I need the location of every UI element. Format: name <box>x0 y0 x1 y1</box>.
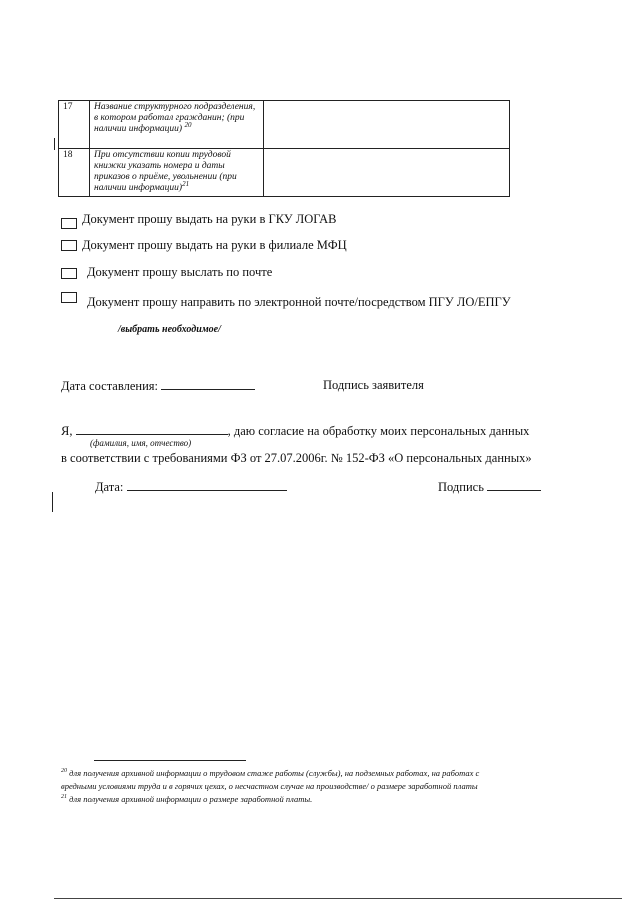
option-label: Документ прошу выслать по почте <box>87 265 273 279</box>
row-value-field[interactable] <box>264 101 510 149</box>
option-checkbox-email[interactable] <box>61 292 77 303</box>
footnote-20-cont: вредными условиями труда и в горячих цехах, о несчастном случае на производстве/ о размере заработной платы <box>61 781 478 791</box>
table-row <box>59 101 510 149</box>
consent-law-line: в соответствии с требованиями ФЗ от 27.07.2006г. № 152-ФЗ «О персональных данных» <box>61 451 532 465</box>
row-label <box>90 101 264 149</box>
consent-prefix: Я, <box>61 424 73 438</box>
applicant-signature-label: Подпись заявителя <box>323 378 424 392</box>
info-table <box>58 100 510 197</box>
consent-signature-field[interactable] <box>487 479 541 491</box>
margin-mark <box>52 492 53 512</box>
option-label: Документ прошу выдать на руки в филиале МФЦ <box>82 238 347 252</box>
page-bottom-edge <box>54 898 622 899</box>
option-label: Документ прошу направить по электронной почте/посредством ПГУ ЛО/ЕПГУ <box>87 295 511 309</box>
consent-signature-text: Подпись <box>438 480 484 494</box>
option-checkbox-glavarchive[interactable] <box>61 218 77 229</box>
full-name-field[interactable] <box>76 423 228 435</box>
row-number: 17 <box>59 101 90 149</box>
consent-signature-label <box>438 479 541 495</box>
margin-mark <box>54 138 55 150</box>
footnote-num: 20 <box>61 768 67 775</box>
row-number: 18 <box>59 149 90 197</box>
row-value-field[interactable] <box>264 149 510 197</box>
footnote-20 <box>61 768 479 779</box>
footnote-ref: 21 <box>182 179 190 188</box>
date-compiled-text: Дата составления: <box>61 379 158 393</box>
consent-date-label <box>95 479 287 495</box>
consent-date-field[interactable] <box>127 479 287 491</box>
row-label-text: Название структурного подразделения, в котором работал гражданин; (при наличии информации) <box>94 102 256 134</box>
date-compiled-field[interactable] <box>161 378 255 390</box>
option-label: Документ прошу выдать на руки в ГКУ ЛОГАВ <box>82 212 337 226</box>
footnote-text: для получения архивной информации о трудовом стаже работы (службы), на подземных работах, на работах с <box>69 768 480 778</box>
footnote-ref: 20 <box>184 120 192 129</box>
table-row <box>59 149 510 197</box>
choose-note: /выбрать необходимое/ <box>118 324 221 335</box>
option-checkbox-post[interactable] <box>61 268 77 279</box>
footnote-21 <box>61 794 312 805</box>
footnote-separator <box>94 760 246 761</box>
date-compiled-label <box>61 378 255 394</box>
consent-line <box>61 423 529 439</box>
consent-date-text: Дата: <box>95 480 124 494</box>
row-label-text: При отсутствии копии трудовой книжки указать номера и даты приказов о приёме, увольнении (при наличии информации) <box>94 150 237 193</box>
consent-suffix: , даю согласие на обработку моих персональных данных <box>227 424 530 438</box>
name-hint: (фамилия, имя, отчество) <box>90 438 192 448</box>
option-checkbox-mfc[interactable] <box>61 240 77 251</box>
footnote-num: 21 <box>61 794 67 801</box>
row-label <box>90 149 264 197</box>
footnote-text: для получения архивной информации о размере заработной платы. <box>69 794 313 804</box>
